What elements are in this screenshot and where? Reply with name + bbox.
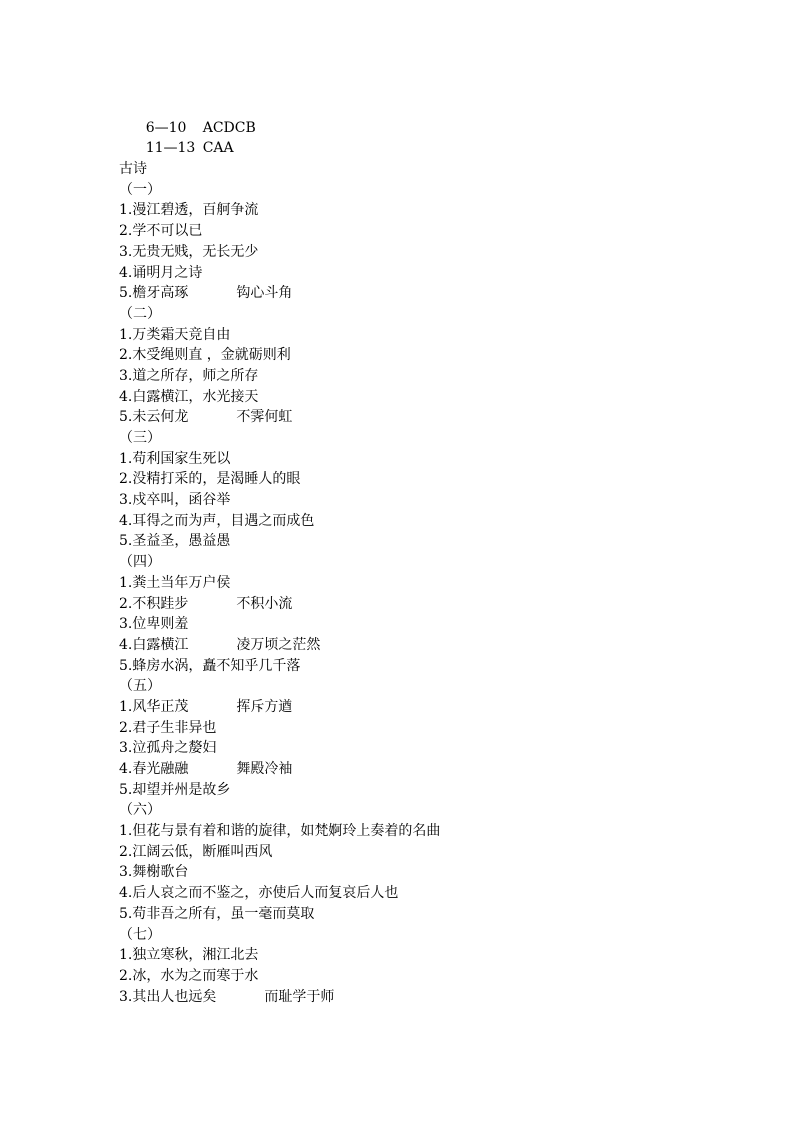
answer-text: 2.没精打采的，是渴睡人的眼 [119,471,301,488]
answer-line [119,242,440,263]
answer-text: 5.未云何龙 [119,409,189,426]
answer-line [119,945,440,966]
answer-text: 5.檐牙高琢 [119,285,189,302]
answer-text: 3.位卑则羞 [119,616,189,633]
answer-text: 3.其出人也远矣 [119,988,217,1005]
answer-text: 3.戍卒叫，函谷举 [119,492,231,509]
answer-line [119,862,440,883]
answer-line [119,345,440,366]
answer-text: 5.蜂房水涡，矗不知乎几千落 [119,657,301,674]
answer-text-second-part: 挥斥方遒 [236,698,293,715]
answer-text-second-part: 凌万顷之茫然 [236,636,321,653]
poetry-sections [119,180,440,1008]
answer-line [119,614,440,635]
answer-line [119,531,440,552]
answer-text: 2.不积跬步 [119,595,189,612]
answer-text: 1.漫江碧透，百舸争流 [119,202,259,219]
answer-text: 3.道之所存，师之所存 [119,367,259,384]
answer-text: 4.诵明月之诗 [119,264,203,281]
section-heading: 古诗 [119,161,147,178]
answer-line [119,263,440,284]
answer-line [119,511,440,532]
answer-line [119,987,440,1008]
answer-line [119,573,440,594]
answer-line [119,283,440,304]
subsection-title: （一） [119,181,161,198]
answer-text: 2.学不可以已 [119,223,203,240]
answer-text: 1.万类霜天竞自由 [119,326,231,343]
answer-letters: CAA [202,140,234,157]
answer-line [119,738,440,759]
subsection-title: （五） [119,678,161,695]
answer-line [119,883,440,904]
answer-text: 1.苟利国家生死以 [119,450,231,467]
answer-text-second-part: 而耻学于师 [264,988,335,1005]
answer-row [119,97,440,136]
answer-text: 2.江阔云低，断雁叫西风 [119,843,273,860]
answer-line [119,821,440,842]
answer-text: 2.君子生非异也 [119,719,217,736]
answer-text: 3.舞榭歌台 [119,864,189,881]
subsection-title: （七） [119,926,161,943]
answer-range: 6—10 [145,119,187,136]
answer-text: 4.春光融融 [119,761,189,777]
answer-range: 11—13 [145,140,196,157]
answer-text: 4.后人哀之而不鉴之，亦使后人而复哀后人也 [119,885,399,902]
answer-line [119,490,440,511]
answer-line [119,221,440,242]
answer-line [119,449,440,470]
answer-text-second-part: 不霁何虹 [236,409,293,426]
subsection-title: （三） [119,430,161,446]
answer-text: 2.冰，水为之而寒于水 [119,967,259,984]
answer-line [119,697,440,718]
subsection-title: （二） [119,305,161,322]
answer-line [119,366,440,387]
answer-text: 4.白露横江 [119,636,189,653]
answer-content [119,97,440,1007]
answer-line [119,780,440,801]
answer-line [119,469,440,490]
answer-letters: ACDCB [202,119,256,136]
answer-text: 1.风华正茂 [119,698,189,715]
answer-line [119,759,440,780]
answer-text-second-part: 钩心斗角 [236,285,293,302]
subsection-title: （六） [119,802,161,819]
answer-line [119,387,440,408]
answer-text: 5.圣益圣，愚益愚 [119,533,231,550]
answer-text: 5.却望并州是故乡 [119,781,231,798]
answer-line [119,594,440,615]
answer-line [119,656,440,677]
answer-text: 2.木受绳则直 ，金就砺则利 [119,347,291,364]
answer-text: 3.无贵无贱，无长无少 [119,243,259,260]
subsection-title: （四） [119,554,161,571]
answer-text: 1.独立寒秋，湘江北去 [119,947,259,964]
answer-line [119,718,440,739]
answer-line [119,407,440,428]
answer-line [119,842,440,863]
answer-text-second-part: 舞殿冷袖 [236,761,293,777]
answer-text-second-part: 不积小流 [236,595,293,612]
answer-line [119,904,440,925]
answer-text: 4.白露横江，水光接天 [119,388,259,405]
answer-line [119,200,440,221]
answer-text: 1.但花与景有着和谐的旋律，如梵婀玲上奏着的名曲 [119,823,441,840]
answer-line [119,635,440,656]
answer-line [119,966,440,987]
answer-text: 3.泣孤舟之嫠妇 [119,740,217,757]
answer-text: 4.耳得之而为声，目遇之而成色 [119,512,315,529]
answer-text: 1.粪土当年万户侯 [119,574,231,591]
answer-text: 5.苟非吾之所有，虽一毫而莫取 [119,905,315,922]
answer-line [119,325,440,346]
